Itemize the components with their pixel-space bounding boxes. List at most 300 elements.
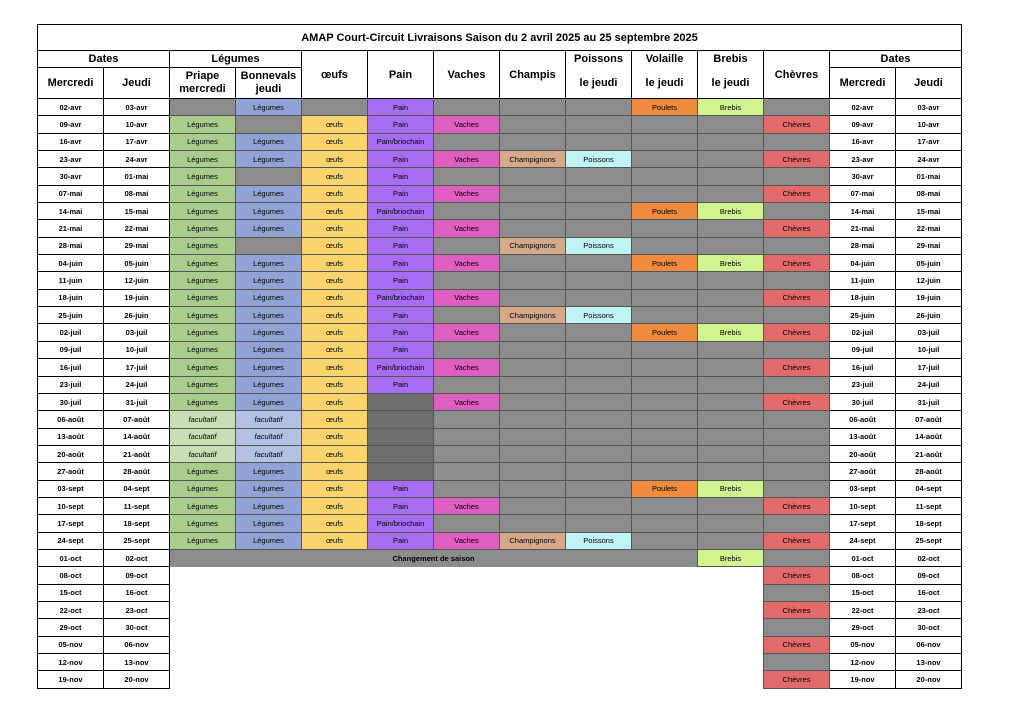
jeudi-date: 24-avr (104, 151, 170, 168)
champis-cell (500, 220, 566, 237)
champis-cell (500, 463, 566, 480)
champis-cell (500, 376, 566, 393)
champis-cell (500, 255, 566, 272)
chevres-cell: Chèvres (764, 636, 830, 653)
jeudi-date: 03-juil (104, 324, 170, 341)
vaches-cell: Vaches (434, 359, 500, 376)
jeudi-date-right: 24-avr (896, 151, 962, 168)
table-row (38, 567, 962, 584)
vaches-cell: Vaches (434, 255, 500, 272)
chevres-cell: Chèvres (764, 601, 830, 618)
volaille-cell (632, 445, 698, 462)
table-row (38, 359, 962, 376)
poissons-cell (566, 428, 632, 445)
chevres-cell (764, 445, 830, 462)
champis-cell (500, 341, 566, 358)
jeudi-date: 20-nov (104, 671, 170, 688)
oeufs-cell: œufs (302, 480, 368, 497)
vaches-cell (434, 428, 500, 445)
jeudi-date: 01-mai (104, 168, 170, 185)
season-change-banner: Changement de saison (170, 549, 698, 566)
legumes-priape-cell: Légumes (170, 255, 236, 272)
mercredi-date-right: 07-mai (830, 185, 896, 202)
oeufs-cell: œufs (302, 463, 368, 480)
legumes-bonnevals-cell: Légumes (236, 203, 302, 220)
table-row (38, 168, 962, 185)
jeudi-date-right: 13-nov (896, 654, 962, 671)
legumes-bonnevals-cell: Légumes (236, 289, 302, 306)
jeudi-header-right: Jeudi (896, 68, 962, 99)
poissons-cell: Poissons (566, 307, 632, 324)
poissons-cell (566, 393, 632, 410)
oeufs-cell: œufs (302, 133, 368, 150)
legumes-bonnevals-cell: Légumes (236, 515, 302, 532)
empty-area (170, 601, 764, 618)
vaches-cell (434, 237, 500, 254)
vaches-cell (434, 203, 500, 220)
oeufs-cell: œufs (302, 393, 368, 410)
jeudi-date: 10-avr (104, 116, 170, 133)
jeudi-date-right: 23-oct (896, 601, 962, 618)
oeufs-cell: œufs (302, 116, 368, 133)
empty-area (170, 654, 764, 671)
jeudi-date: 07-août (104, 411, 170, 428)
jeudi-date: 02-oct (104, 549, 170, 566)
chevres-cell (764, 463, 830, 480)
jeudi-date: 18-sept (104, 515, 170, 532)
chevres-cell (764, 168, 830, 185)
champis-cell (500, 116, 566, 133)
pain-cell: Pain (368, 480, 434, 497)
mercredi-date: 25-juin (38, 307, 104, 324)
table-row (38, 341, 962, 358)
poissons-cell (566, 116, 632, 133)
legumes-bonnevals-cell: Légumes (236, 255, 302, 272)
legumes-bonnevals-cell: Légumes (236, 393, 302, 410)
vaches-cell: Vaches (434, 393, 500, 410)
brebis-cell (698, 428, 764, 445)
chevres-cell: Chèvres (764, 185, 830, 202)
mercredi-date: 14-mai (38, 203, 104, 220)
mercredi-date: 27-août (38, 463, 104, 480)
mercredi-date: 19-nov (38, 671, 104, 688)
mercredi-date: 08-oct (38, 567, 104, 584)
brebis-cell: Brebis (698, 324, 764, 341)
pain-cell: Pain/briochain (368, 289, 434, 306)
mercredi-date: 18-juin (38, 289, 104, 306)
oeufs-cell: œufs (302, 203, 368, 220)
champis-cell (500, 289, 566, 306)
legumes-priape-cell: Légumes (170, 220, 236, 237)
vaches-cell (434, 411, 500, 428)
jeudi-date: 17-juil (104, 359, 170, 376)
jeudi-date: 19-juin (104, 289, 170, 306)
pain-cell: Pain (368, 307, 434, 324)
brebis-cell: Brebis (698, 203, 764, 220)
mercredi-date-right: 25-juin (830, 307, 896, 324)
poissons-cell (566, 168, 632, 185)
mercredi-date-right: 12-nov (830, 654, 896, 671)
oeufs-cell: œufs (302, 151, 368, 168)
legumes-bonnevals-cell (236, 237, 302, 254)
jeudi-date-right: 28-août (896, 463, 962, 480)
champis-cell (500, 99, 566, 116)
mercredi-date: 02-juil (38, 324, 104, 341)
champis-cell (500, 168, 566, 185)
oeufs-cell: œufs (302, 255, 368, 272)
jeudi-date-right: 04-sept (896, 480, 962, 497)
chevres-cell (764, 584, 830, 601)
legumes-priape-cell: Légumes (170, 133, 236, 150)
mercredi-date: 05-nov (38, 636, 104, 653)
mercredi-date: 23-juil (38, 376, 104, 393)
vaches-cell (434, 515, 500, 532)
jeudi-date-right: 20-nov (896, 671, 962, 688)
chevres-cell: Chèvres (764, 255, 830, 272)
dates-header-right: Dates (830, 51, 962, 68)
legumes-priape-cell: Légumes (170, 203, 236, 220)
oeufs-cell: œufs (302, 428, 368, 445)
legumes-bonnevals-cell: facultatif (236, 411, 302, 428)
legumes-bonnevals-cell: Légumes (236, 480, 302, 497)
table-row (38, 116, 962, 133)
volaille-cell (632, 359, 698, 376)
poissons-cell (566, 220, 632, 237)
chevres-cell: Chèvres (764, 393, 830, 410)
legumes-bonnevals-cell: Légumes (236, 359, 302, 376)
pain-cell: Pain (368, 272, 434, 289)
chevres-cell: Chèvres (764, 151, 830, 168)
jeudi-date-right: 21-août (896, 445, 962, 462)
jeudi-date: 03-avr (104, 99, 170, 116)
volaille-header: Volaille (632, 51, 698, 68)
poissons-cell (566, 359, 632, 376)
oeufs-cell: œufs (302, 307, 368, 324)
mercredi-date-right: 09-avr (830, 116, 896, 133)
brebis-cell (698, 237, 764, 254)
chevres-cell (764, 515, 830, 532)
mercredi-date-right: 16-juil (830, 359, 896, 376)
jeudi-date: 06-nov (104, 636, 170, 653)
legumes-priape-cell: Légumes (170, 237, 236, 254)
legumes-priape-cell: facultatif (170, 428, 236, 445)
champis-cell (500, 393, 566, 410)
chevres-cell (764, 133, 830, 150)
mercredi-date-right: 20-août (830, 445, 896, 462)
jeudi-date-right: 03-avr (896, 99, 962, 116)
vaches-cell (434, 341, 500, 358)
jeudi-date-right: 26-juin (896, 307, 962, 324)
oeufs-cell: œufs (302, 411, 368, 428)
table-row (38, 671, 962, 688)
jeudi-date-right: 25-sept (896, 532, 962, 549)
legumes-bonnevals-cell: Légumes (236, 497, 302, 514)
mercredi-date-right: 03-sept (830, 480, 896, 497)
oeufs-cell: œufs (302, 185, 368, 202)
empty-area (170, 636, 764, 653)
legumes-priape-cell: Légumes (170, 168, 236, 185)
brebis-cell (698, 463, 764, 480)
mercredi-date-right: 02-avr (830, 99, 896, 116)
mercredi-date-right: 21-mai (830, 220, 896, 237)
vaches-cell (434, 480, 500, 497)
chevres-cell: Chèvres (764, 116, 830, 133)
poissons-cell (566, 411, 632, 428)
chevres-cell (764, 428, 830, 445)
pain-cell: Pain (368, 220, 434, 237)
vaches-cell (434, 463, 500, 480)
volaille-cell (632, 393, 698, 410)
jeudi-date-right: 09-oct (896, 567, 962, 584)
jeudi-date-right: 18-sept (896, 515, 962, 532)
volaille-cell (632, 497, 698, 514)
jeudi-date: 31-juil (104, 393, 170, 410)
mercredi-date-right: 23-juil (830, 376, 896, 393)
legumes-bonnevals-cell: Légumes (236, 220, 302, 237)
volaille-cell (632, 168, 698, 185)
empty-area (170, 671, 764, 688)
mercredi-date: 24-sept (38, 532, 104, 549)
legumes-priape-cell: Légumes (170, 307, 236, 324)
jeudi-date-right: 12-juin (896, 272, 962, 289)
mercredi-date: 09-juil (38, 341, 104, 358)
champis-header: Champis (500, 51, 566, 99)
jeudi-date: 28-août (104, 463, 170, 480)
pain-cell (368, 411, 434, 428)
jeudi-date: 23-oct (104, 601, 170, 618)
champis-cell: Champignons (500, 307, 566, 324)
pain-cell (368, 463, 434, 480)
legumes-priape-cell: Légumes (170, 324, 236, 341)
jeudi-date: 21-août (104, 445, 170, 462)
jeudi-date: 09-oct (104, 567, 170, 584)
volaille-cell: Poulets (632, 255, 698, 272)
vaches-cell: Vaches (434, 185, 500, 202)
legumes-priape-cell: Légumes (170, 185, 236, 202)
volaille-cell (632, 532, 698, 549)
table-row (38, 393, 962, 410)
legumes-bonnevals-cell: facultatif (236, 428, 302, 445)
legumes-priape-cell: Légumes (170, 463, 236, 480)
priape-header: Priape mercredi (170, 68, 236, 99)
mercredi-date-right: 30-juil (830, 393, 896, 410)
mercredi-header-right: Mercredi (830, 68, 896, 99)
pain-cell: Pain (368, 151, 434, 168)
table-row (38, 133, 962, 150)
legumes-priape-cell: Légumes (170, 515, 236, 532)
table-row (38, 376, 962, 393)
jeudi-date-right: 07-août (896, 411, 962, 428)
legumes-priape-cell: Légumes (170, 376, 236, 393)
oeufs-cell: œufs (302, 497, 368, 514)
jeudi-date-right: 15-mai (896, 203, 962, 220)
legumes-priape-cell: Légumes (170, 480, 236, 497)
mercredi-date-right: 08-oct (830, 567, 896, 584)
table-row (38, 151, 962, 168)
table-row (38, 480, 962, 497)
legumes-priape-cell: facultatif (170, 411, 236, 428)
legumes-priape-cell: Légumes (170, 341, 236, 358)
poissons-subheader: le jeudi (566, 68, 632, 99)
jeudi-date-right: 08-mai (896, 185, 962, 202)
volaille-cell: Poulets (632, 99, 698, 116)
oeufs-cell: œufs (302, 237, 368, 254)
vaches-header: Vaches (434, 51, 500, 99)
pain-cell: Pain/briochain (368, 515, 434, 532)
mercredi-date-right: 06-août (830, 411, 896, 428)
chevres-cell: Chèvres (764, 289, 830, 306)
volaille-cell (632, 428, 698, 445)
brebis-cell (698, 116, 764, 133)
poissons-cell (566, 133, 632, 150)
jeudi-date-right: 29-mai (896, 237, 962, 254)
jeudi-date: 15-mai (104, 203, 170, 220)
poissons-cell (566, 324, 632, 341)
pain-cell: Pain/briochain (368, 359, 434, 376)
mercredi-date-right: 13-août (830, 428, 896, 445)
jeudi-date-right: 02-oct (896, 549, 962, 566)
pain-cell: Pain (368, 376, 434, 393)
mercredi-date-right: 11-juin (830, 272, 896, 289)
volaille-cell: Poulets (632, 203, 698, 220)
legumes-priape-cell: Légumes (170, 359, 236, 376)
champis-cell (500, 133, 566, 150)
champis-cell (500, 272, 566, 289)
champis-cell (500, 324, 566, 341)
brebis-cell (698, 272, 764, 289)
pain-cell (368, 428, 434, 445)
pain-cell: Pain (368, 324, 434, 341)
jeudi-date-right: 17-juil (896, 359, 962, 376)
jeudi-date: 26-juin (104, 307, 170, 324)
mercredi-date-right: 15-oct (830, 584, 896, 601)
volaille-cell (632, 341, 698, 358)
jeudi-date-right: 11-sept (896, 497, 962, 514)
legumes-priape-cell: Légumes (170, 272, 236, 289)
mercredi-date: 02-avr (38, 99, 104, 116)
legumes-bonnevals-cell: Légumes (236, 272, 302, 289)
mercredi-date-right: 18-juin (830, 289, 896, 306)
pain-cell (368, 393, 434, 410)
table-row (38, 185, 962, 202)
mercredi-date-right: 14-mai (830, 203, 896, 220)
brebis-cell (698, 411, 764, 428)
poissons-header: Poissons (566, 51, 632, 68)
oeufs-cell: œufs (302, 272, 368, 289)
legumes-bonnevals-cell: Légumes (236, 307, 302, 324)
brebis-cell (698, 289, 764, 306)
brebis-cell (698, 376, 764, 393)
table-row (38, 601, 962, 618)
mercredi-date-right: 29-oct (830, 619, 896, 636)
vaches-cell: Vaches (434, 324, 500, 341)
chevres-cell (764, 411, 830, 428)
table-row (38, 463, 962, 480)
brebis-cell: Brebis (698, 99, 764, 116)
oeufs-cell: œufs (302, 359, 368, 376)
mercredi-date-right: 19-nov (830, 671, 896, 688)
mercredi-date-right: 27-août (830, 463, 896, 480)
mercredi-date: 30-juil (38, 393, 104, 410)
brebis-cell (698, 168, 764, 185)
table-row (38, 532, 962, 549)
legumes-priape-cell: Légumes (170, 151, 236, 168)
jeudi-date: 16-oct (104, 584, 170, 601)
mercredi-date: 11-juin (38, 272, 104, 289)
brebis-cell (698, 393, 764, 410)
volaille-cell (632, 307, 698, 324)
volaille-cell: Poulets (632, 480, 698, 497)
jeudi-date: 13-nov (104, 654, 170, 671)
empty-area (170, 584, 764, 601)
jeudi-date: 17-avr (104, 133, 170, 150)
mercredi-date-right: 23-avr (830, 151, 896, 168)
volaille-cell (632, 237, 698, 254)
jeudi-date-right: 19-juin (896, 289, 962, 306)
poissons-cell (566, 185, 632, 202)
legumes-bonnevals-cell: Légumes (236, 133, 302, 150)
volaille-cell (632, 289, 698, 306)
jeudi-date-right: 24-juil (896, 376, 962, 393)
brebis-cell (698, 515, 764, 532)
brebis-cell (698, 341, 764, 358)
jeudi-date-right: 05-juin (896, 255, 962, 272)
champis-cell (500, 203, 566, 220)
mercredi-date: 17-sept (38, 515, 104, 532)
vaches-cell (434, 272, 500, 289)
mercredi-date: 07-mai (38, 185, 104, 202)
volaille-subheader: le jeudi (632, 68, 698, 99)
legumes-priape-cell: facultatif (170, 445, 236, 462)
chevres-cell: Chèvres (764, 671, 830, 688)
champis-cell (500, 480, 566, 497)
table-row (38, 324, 962, 341)
pain-cell: Pain (368, 255, 434, 272)
brebis-cell (698, 445, 764, 462)
brebis-subheader: le jeudi (698, 68, 764, 99)
volaille-cell (632, 463, 698, 480)
mercredi-date-right: 16-avr (830, 133, 896, 150)
empty-area (170, 619, 764, 636)
table-row (38, 428, 962, 445)
mercredi-date: 16-juil (38, 359, 104, 376)
chevres-cell: Chèvres (764, 359, 830, 376)
oeufs-cell: œufs (302, 445, 368, 462)
jeudi-date: 14-août (104, 428, 170, 445)
champis-cell (500, 445, 566, 462)
jeudi-date: 24-juil (104, 376, 170, 393)
legumes-bonnevals-cell: Légumes (236, 532, 302, 549)
jeudi-date: 12-juin (104, 272, 170, 289)
jeudi-date-right: 14-août (896, 428, 962, 445)
volaille-cell (632, 272, 698, 289)
jeudi-date: 05-juin (104, 255, 170, 272)
volaille-cell (632, 515, 698, 532)
legumes-priape-cell: Légumes (170, 497, 236, 514)
mercredi-date-right: 04-juin (830, 255, 896, 272)
legumes-bonnevals-cell: facultatif (236, 445, 302, 462)
brebis-cell (698, 497, 764, 514)
champis-cell (500, 428, 566, 445)
champis-cell (500, 359, 566, 376)
poissons-cell (566, 255, 632, 272)
delivery-schedule-table (37, 24, 962, 689)
mercredi-date: 09-avr (38, 116, 104, 133)
mercredi-date-right: 30-avr (830, 168, 896, 185)
vaches-cell: Vaches (434, 116, 500, 133)
mercredi-date: 13-août (38, 428, 104, 445)
champis-cell (500, 497, 566, 514)
